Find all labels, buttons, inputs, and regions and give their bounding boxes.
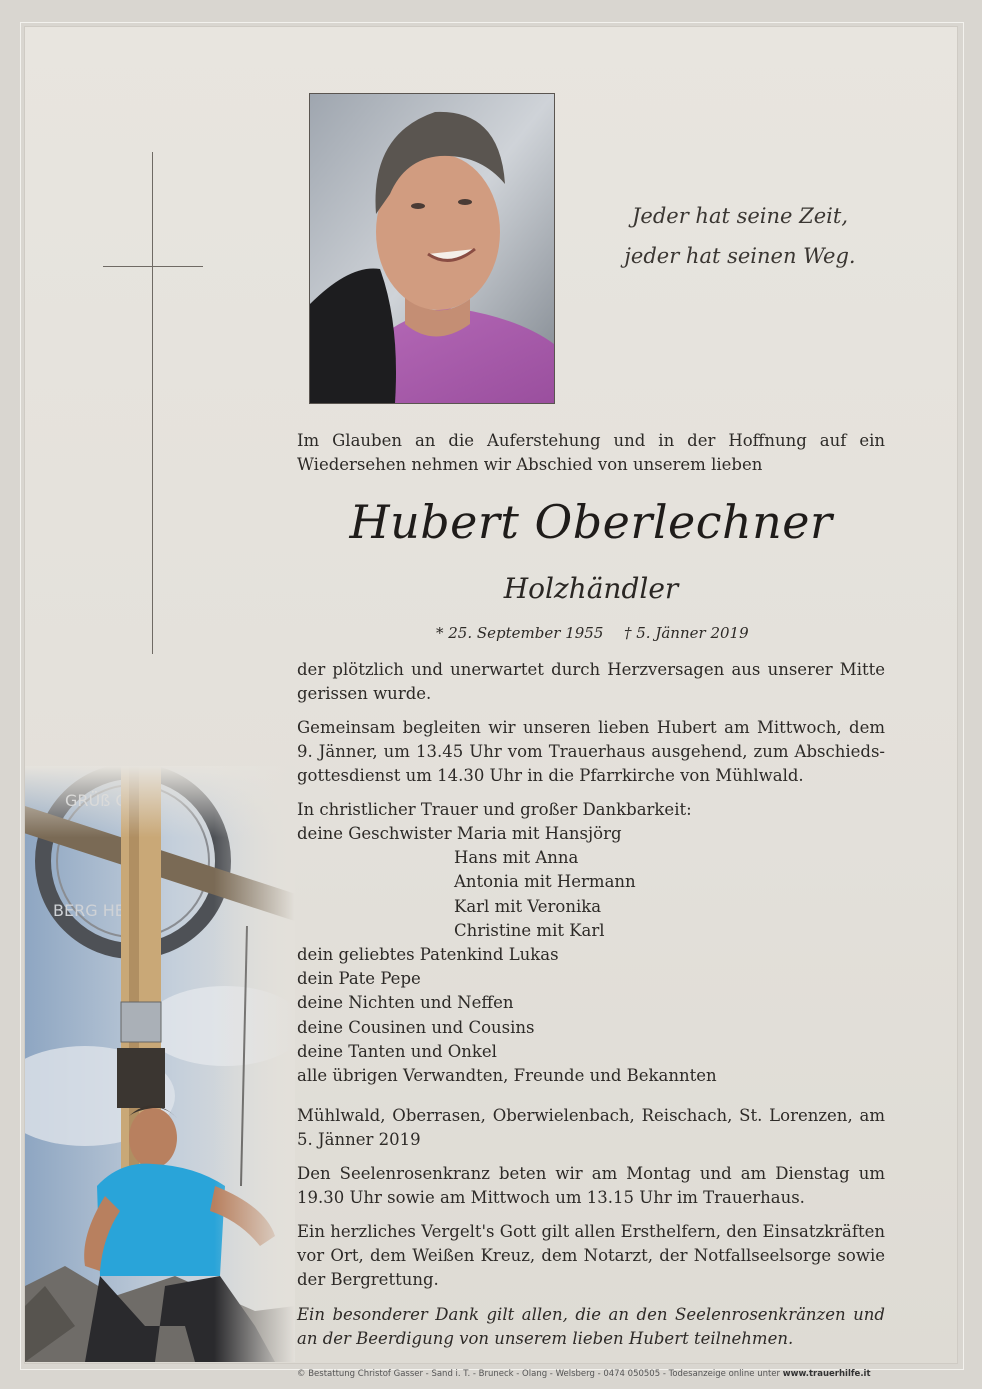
relative-line: Antonia mit Hermann — [454, 872, 636, 892]
relative-line: deine Geschwister Maria mit Hansjörg — [297, 824, 622, 843]
birth-date: * 25. September 1955 — [436, 624, 604, 642]
footer — [297, 1369, 917, 1379]
motto-line-2: jeder hat seinen Weg. — [624, 244, 856, 268]
paragraph-rosary: Den Seelenrosenkranz beten wir am Montag und am Dienstag um 19.30 Uhr sowie am Mittwoch um 13.15 Uhr im Trauerhaus. — [297, 1164, 885, 1207]
relatives-list — [297, 822, 717, 1088]
intro-text: Im Glauben an die Auferstehung und in der Hoffnung auf ein Wiedersehen nehmen wir Abschied von unserem lieben — [297, 431, 885, 474]
relative-line: dein Pate Pepe — [297, 969, 421, 989]
motto-line-1: Jeder hat seine Zeit, — [632, 204, 848, 228]
cross-icon — [152, 152, 153, 654]
footer-text: © Bestattung Christof Gasser - Sand i. T. - Bruneck - Olang - Welsberg - 0474 050505 - Todesanzeige online unter — [297, 1369, 781, 1379]
paragraph-thanks: Ein herzliches Vergelt's Gott gilt allen Ersthelfern, den Einsatzkräften vor Ort, dem Weißen Kreuz, dem Notarzt, der Notfallseelsorge sowie der Bergrettung. — [297, 1222, 885, 1289]
portrait-photo — [309, 93, 555, 404]
summit-illustration — [25, 766, 295, 1362]
cross-icon-bar — [103, 266, 203, 267]
deceased-name: Hubert Oberlechner — [349, 495, 833, 549]
relative-line: Karl mit Veronika — [454, 896, 602, 916]
relative-line: deine Cousinen und Cousins — [297, 1017, 535, 1037]
deceased-profession: Holzhändler — [503, 572, 679, 605]
relative-line: dein geliebtes Patenkind Lukas — [297, 945, 559, 965]
death-date: † 5. Jänner 2019 — [624, 624, 749, 642]
motto — [600, 196, 880, 276]
paragraph-special-thanks: Ein besonderer Dank gilt allen, die an den Seelenrosenkränzen und an der Beerdigung von unserem lieben Hubert teilnehmen. — [297, 1305, 885, 1348]
footer-link[interactable]: www.trauerhilfe.it — [782, 1369, 871, 1379]
relative-line: Hans mit Anna — [454, 848, 579, 868]
relative-line: deine Tanten und Onkel — [297, 1041, 497, 1061]
portrait-illustration — [310, 94, 554, 403]
summit-photo — [25, 766, 295, 1362]
relative-line: alle übrigen Verwandten, Freunde und Bekannten — [297, 1066, 717, 1086]
relative-line: deine Nichten und Neffen — [297, 993, 514, 1013]
paragraph-places-date: Mühlwald, Oberrasen, Oberwielenbach, Reischach, St. Lorenzen, am 5. Jänner 2019 — [297, 1106, 885, 1149]
paragraph-circumstances: der plötzlich und unerwartet durch Herzversagen aus unserer Mitte gerissen wurde. — [297, 660, 885, 703]
paragraph-funeral: Gemeinsam begleiten wir unseren lieben Hubert am Mittwoch, dem 9. Jänner, um 13.45 Uhr vom Trauerhaus ausgehend, zum Abschieds-gottesdienst um 14.30 Uhr in die Pfarrkirche von Mühlwald. — [297, 718, 885, 785]
relative-line: Christine mit Karl — [454, 920, 605, 940]
paragraph-mourners-intro: In christlicher Trauer und großer Dankbarkeit: — [297, 800, 692, 819]
